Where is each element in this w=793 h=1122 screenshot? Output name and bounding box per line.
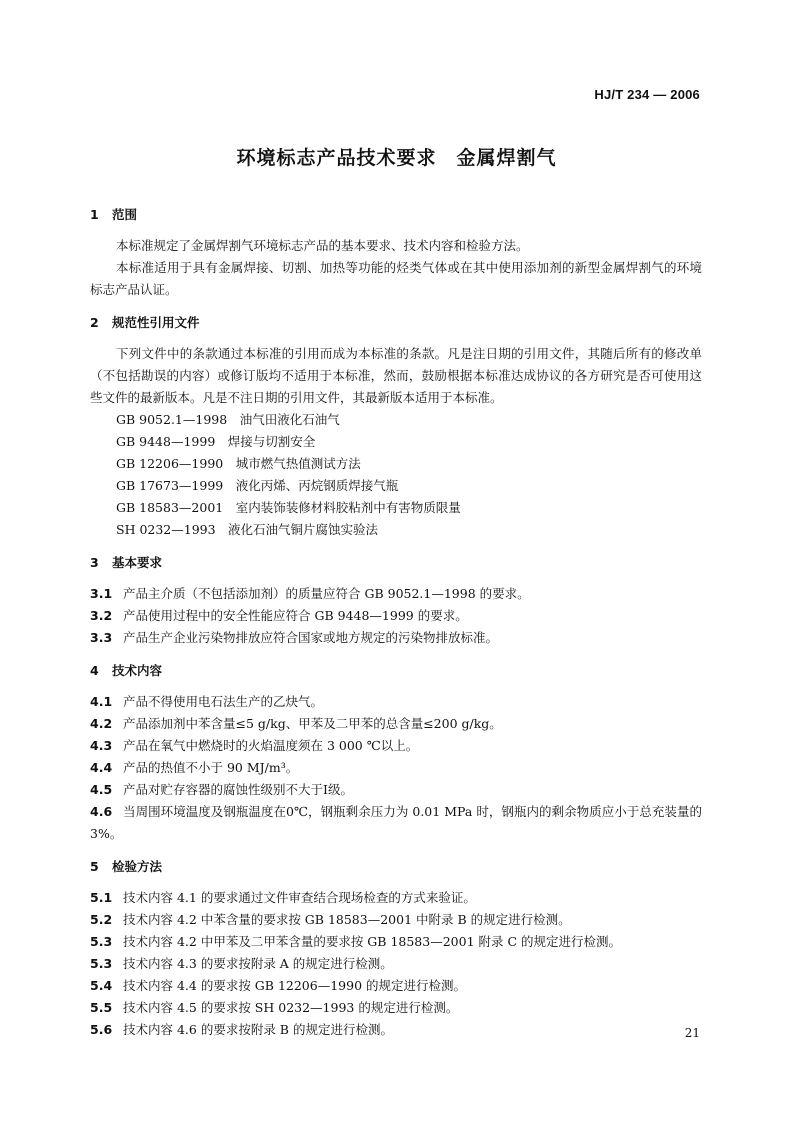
reference-item: SH 0232—1993 液化石油气铜片腐蚀实验法 (116, 522, 379, 537)
clause-number: 5.2 (90, 912, 113, 927)
section-title: 技术内容 (112, 663, 163, 678)
clause-text: 技术内容 4.4 的要求按 GB 12206—1990 的规定进行检测。 (123, 978, 466, 993)
section-number: 1 (90, 207, 99, 222)
clause-text: 产品不得使用电石法生产的乙炔气。 (123, 694, 324, 709)
clause-number: 5.3 (90, 934, 113, 949)
clause-text: 产品生产企业污染物排放应符合国家或地方规定的污染物排放标准。 (123, 630, 499, 645)
clause-text: 产品使用过程中的安全性能应符合 GB 9448—1999 的要求。 (123, 608, 468, 623)
clause-number: 3.2 (90, 608, 113, 623)
clause-text: 技术内容 4.2 中甲苯及二甲苯含量的要求按 GB 18583—2001 附录 C 的规定进行检测。 (123, 934, 622, 949)
clause (90, 691, 702, 713)
clause-number: 4.4 (90, 760, 113, 775)
paragraph: 下列文件中的条款通过本标准的引用而成为本标准的条款。凡是注日期的引用文件，其随后所有的修改单（不包括勘误的内容）或修订版均不适用于本标准，然而，鼓励根据本标准达成协议的各方研究是否可使用这些文件的最新版本。凡是不注日期的引用文件，其最新版本适用于本标准。 (90, 346, 702, 405)
section-number: 4 (90, 663, 99, 678)
clause-number: 5.5 (90, 1000, 113, 1015)
section-title: 检验方法 (112, 859, 163, 874)
clause (90, 997, 702, 1019)
clause-text: 技术内容 4.2 中苯含量的要求按 GB 18583—2001 中附录 B 的规定进行检测。 (123, 912, 571, 927)
clause-number: 4.5 (90, 782, 113, 797)
clause-number: 4.1 (90, 694, 113, 709)
document-body (90, 205, 702, 1041)
clause-number: 3.1 (90, 586, 113, 601)
reference-item: GB 9052.1—1998 油气田液化石油气 (116, 412, 340, 427)
clause-text: 技术内容 4.1 的要求通过文件审查结合现场检查的方式来验证。 (123, 890, 476, 905)
section-number: 2 (90, 315, 99, 330)
clause (90, 605, 702, 627)
clause-text: 技术内容 4.5 的要求按 SH 0232—1993 的规定进行检测。 (123, 1000, 459, 1015)
clause-number: 5.4 (90, 978, 113, 993)
section-title: 范围 (112, 207, 138, 222)
clause (90, 801, 702, 845)
clause-number: 5.3 (90, 956, 113, 971)
section-number: 5 (90, 859, 99, 874)
section-heading-test-methods (90, 857, 702, 877)
section-number: 3 (90, 555, 99, 570)
section-title: 基本要求 (112, 555, 163, 570)
clause-number: 5.6 (90, 1022, 113, 1037)
clause (90, 1019, 702, 1041)
clause-number: 4.2 (90, 716, 113, 731)
document-code: HJ/T 234 — 2006 (594, 87, 700, 102)
reference-item: GB 18583—2001 室内装饰装修材料胶粘剂中有害物质限量 (116, 500, 461, 515)
clause (90, 779, 702, 801)
clause (90, 713, 702, 735)
clause (90, 627, 702, 649)
section-heading-normative-references (90, 313, 702, 333)
paragraph: 本标准适用于具有金属焊接、切割、加热等功能的烃类气体或在其中使用添加剂的新型金属焊割气的环境标志产品认证。 (90, 260, 702, 297)
page-number: 21 (684, 1026, 700, 1040)
clause-number: 3.3 (90, 630, 113, 645)
clause-number: 4.3 (90, 738, 113, 753)
reference-item: GB 12206—1990 城市燃气热值测试方法 (116, 456, 361, 471)
section-heading-scope (90, 205, 702, 225)
clause (90, 975, 702, 997)
clause-text: 产品对贮存容器的腐蚀性级别不大于Ⅰ级。 (123, 782, 353, 797)
clause-number: 5.1 (90, 890, 113, 905)
reference-item: GB 9448—1999 焊接与切割安全 (116, 434, 316, 449)
section-title: 规范性引用文件 (112, 315, 200, 330)
clause-text: 产品添加剂中苯含量≤5 g/kg、甲苯及二甲苯的总含量≤200 g/kg。 (123, 716, 502, 731)
section-heading-technical-content (90, 661, 702, 681)
clause-text: 产品的热值不小于 90 MJ/m³。 (123, 760, 299, 775)
section-heading-basic-requirements (90, 553, 702, 573)
clause-text: 技术内容 4.3 的要求按附录 A 的规定进行检测。 (123, 956, 393, 971)
clause-text: 产品在氧气中燃烧时的火焰温度须在 3 000 ℃以上。 (123, 738, 419, 753)
reference-item: GB 17673—1999 液化丙烯、丙烷钢质焊接气瓶 (116, 478, 399, 493)
clause (90, 757, 702, 779)
clause-text: 技术内容 4.6 的要求按附录 B 的规定进行检测。 (123, 1022, 393, 1037)
clause (90, 909, 702, 931)
clause-text: 产品主介质（不包括添加剂）的质量应符合 GB 9052.1—1998 的要求。 (123, 586, 530, 601)
document-title: 环境标志产品技术要求 金属焊割气 (236, 147, 557, 169)
clause-text: 当周围环境温度及钢瓶温度在0℃，钢瓶剩余压力为 0.01 MPa 时，钢瓶内的剩余物质应小于总充装量的 3%。 (90, 804, 702, 841)
clause (90, 931, 702, 953)
clause (90, 583, 702, 605)
clause-number: 4.6 (90, 804, 113, 819)
clause (90, 953, 702, 975)
paragraph: 本标准规定了金属焊割气环境标志产品的基本要求、技术内容和检验方法。 (116, 238, 529, 253)
clause (90, 887, 702, 909)
clause (90, 735, 702, 757)
